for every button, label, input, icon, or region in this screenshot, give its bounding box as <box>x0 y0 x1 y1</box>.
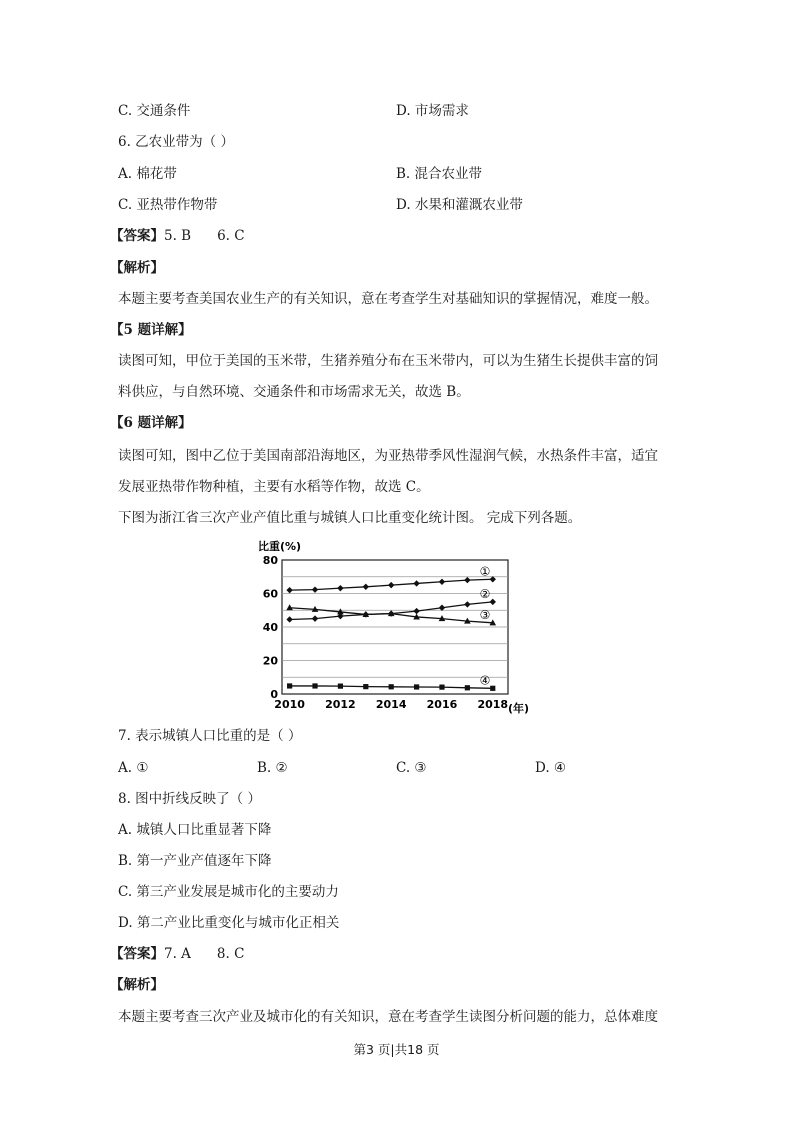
data-point <box>389 684 394 689</box>
answer-line-2 <box>110 944 244 964</box>
data-point <box>338 684 343 689</box>
y-tick-label: 60 <box>262 587 278 601</box>
data-point <box>464 601 470 607</box>
chart-xlabel: (年) <box>508 702 530 715</box>
q8-option-a: A. 城镇人口比重显著下降 <box>118 822 272 838</box>
series-label: ② <box>479 586 491 601</box>
q8-stem: 8. 图中折线反映了（ ） <box>118 791 261 807</box>
detail-6-line-2: 发展亚热带作物种植，主要有水稻等作物，故选 C。 <box>118 479 430 495</box>
data-point <box>337 585 343 591</box>
answer-label: 【答案】 <box>110 228 164 244</box>
q6-option-d: D. 水果和灌溉农业带 <box>396 197 523 213</box>
data-point <box>286 604 293 610</box>
chart-intro: 下图为浙江省三次产业产值比重与城镇人口比重变化统计图。 完成下列各题。 <box>118 510 582 526</box>
data-point <box>363 584 369 590</box>
chart-ylabel: 比重(%) <box>258 540 302 553</box>
q7-option-d: D. ④ <box>535 760 567 776</box>
x-tick-label: 2014 <box>375 698 407 711</box>
answer-5: 5. B <box>164 228 192 244</box>
data-point <box>414 684 419 689</box>
q6-option-c: C. 亚热带作物带 <box>118 197 218 213</box>
q6-option-a: A. 棉花带 <box>118 166 177 182</box>
detail-5-heading: 【5 题详解】 <box>110 322 192 338</box>
analysis-text-2: 本题主要考查三次产业及城市化的有关知识，意在考查学生读图分析问题的能力，总体难度 <box>118 1009 658 1025</box>
series-label: ③ <box>479 607 491 622</box>
answer-8: 8. C <box>216 946 245 962</box>
data-point <box>363 684 368 689</box>
y-tick-label: 40 <box>262 621 278 634</box>
analysis-text-1: 本题主要考查美国农业生产的有关知识，意在考查学生对基础知识的掌握情况，难度一般。 <box>118 291 658 307</box>
series-label: ① <box>479 564 491 579</box>
line-chart <box>258 538 538 718</box>
data-point <box>464 577 470 583</box>
q6-stem: 6. 乙农业带为（ ） <box>118 134 234 150</box>
data-point <box>388 582 394 588</box>
data-point <box>465 685 470 690</box>
data-point <box>439 579 445 585</box>
y-tick-label: 0 <box>270 688 278 701</box>
y-tick-label: 80 <box>262 554 278 567</box>
x-tick-label: 2018 <box>477 698 509 711</box>
data-point <box>287 683 292 688</box>
y-tick-label: 20 <box>262 654 278 668</box>
q8-option-c: C. 第三产业发展是城市化的主要动力 <box>118 884 339 900</box>
answer-6: 6. C <box>217 228 245 244</box>
detail-6-heading: 【6 题详解】 <box>110 415 192 431</box>
q7-option-b: B. ② <box>257 760 288 776</box>
data-point <box>490 686 495 691</box>
detail-5-line-1: 读图可知，甲位于美国的玉米带，生猪养殖分布在玉米带内，可以为生猪生长提供丰富的饲 <box>118 353 658 369</box>
q7-option-c: C. ③ <box>396 760 427 776</box>
data-point <box>312 615 318 621</box>
detail-6-line-1: 读图可知，图中乙位于美国南部沿海地区，为亚热带季风性湿润气候，水热条件丰富，适宜 <box>118 448 658 464</box>
data-point <box>439 685 444 690</box>
q8-option-b: B. 第一产业产值逐年下降 <box>118 853 272 869</box>
q7-stem: 7. 表示城镇人口比重的是（ ） <box>118 728 302 744</box>
data-point <box>312 586 318 592</box>
q7-option-a: A. ① <box>118 760 149 776</box>
data-point <box>286 587 292 593</box>
x-tick-label: 2010 <box>274 698 305 711</box>
q5-option-d: D. 市场需求 <box>396 103 469 119</box>
analysis-heading-1: 【解析】 <box>110 260 164 276</box>
answer-7: 7. A <box>164 946 191 962</box>
data-point <box>286 616 292 622</box>
data-point <box>312 683 317 688</box>
q8-option-d: D. 第二产业比重变化与城市化正相关 <box>118 915 340 931</box>
detail-5-line-2: 料供应，与自然环境、交通条件和市场需求无关，故选 B。 <box>118 384 470 400</box>
data-point <box>490 599 496 605</box>
x-tick-label: 2012 <box>325 698 356 711</box>
answer-line-1 <box>110 226 245 246</box>
data-point <box>413 608 419 614</box>
answer-label-2: 【答案】 <box>110 946 164 962</box>
q6-option-b: B. 混合农业带 <box>396 166 483 182</box>
data-point <box>413 580 419 586</box>
q5-option-c: C. 交通条件 <box>118 103 191 119</box>
analysis-heading-2: 【解析】 <box>110 977 164 993</box>
series-label: ④ <box>479 673 491 688</box>
page-footer: 第3 页|共18 页 <box>353 1042 440 1057</box>
x-tick-label: 2016 <box>426 698 458 711</box>
q7-options <box>118 758 678 778</box>
